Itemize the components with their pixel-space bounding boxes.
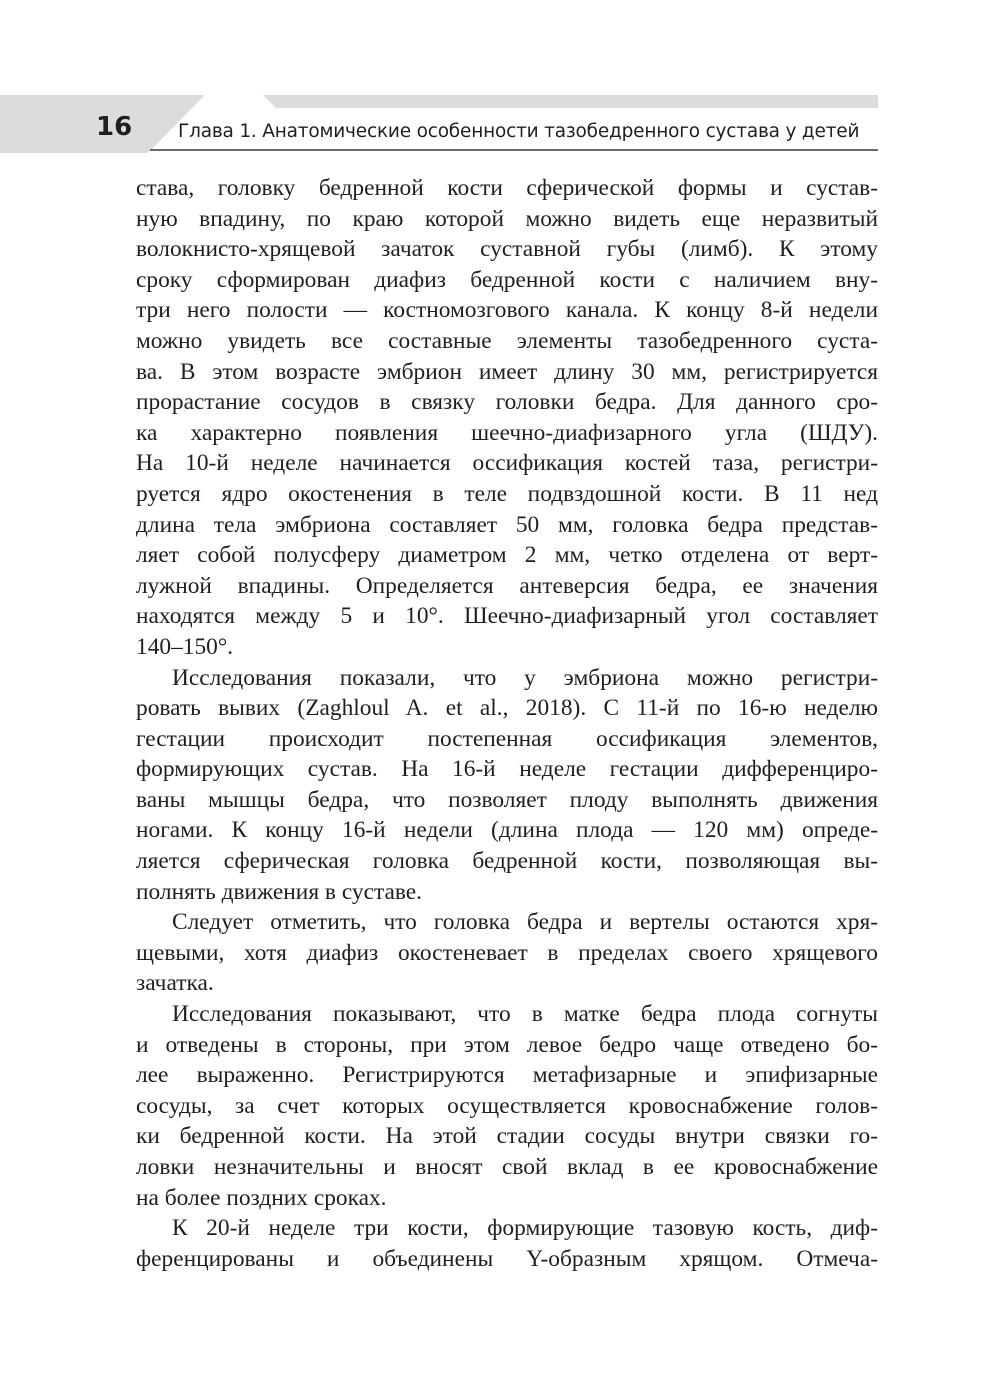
text-line: 140–150°. bbox=[136, 633, 234, 660]
text-line: ляется сферическая головка бедренной кости, позволяющая вы- bbox=[136, 848, 878, 875]
paragraph bbox=[136, 999, 878, 1213]
paragraph bbox=[136, 663, 878, 908]
text-line: щевыми, хотя диафиз окостеневает в пределах своего хрящевого bbox=[136, 939, 878, 966]
paragraph bbox=[136, 907, 878, 999]
text-line: ляет собой полусферу диаметром 2 мм, четко отделена от верт- bbox=[136, 542, 878, 569]
text-line: На 10-й неделе начинается оссификация костей таза, регистри- bbox=[136, 450, 878, 477]
text-line: ки бедренной кости. На этой стадии сосуды внутри связки го- bbox=[136, 1123, 878, 1150]
text-line: лужной впадины. Определяется антеверсия бедра, ее значения bbox=[136, 572, 878, 599]
text-line: ка характерно появления шеечно-диафизарного угла (ШДУ). bbox=[136, 419, 878, 446]
text-line: ваны мышцы бедра, что позволяет плоду выполнять движения bbox=[136, 786, 878, 813]
text-line: ровать вывих (Zaghloul A. et al., 2018). С 11-й по 16-ю неделю bbox=[136, 695, 878, 722]
text-line: ва. В этом возрасте эмбрион имеет длину 30 мм, регистрируется bbox=[136, 358, 878, 385]
text-line: прорастание сосудов в связку головки бедра. Для данного сро- bbox=[136, 389, 878, 416]
header-divider bbox=[150, 149, 878, 151]
text-line: формирующих сустав. На 16-й неделе гестации дифференциро- bbox=[136, 756, 878, 783]
text-line: ногами. К концу 16-й недели (длина плода — 120 мм) опреде- bbox=[136, 817, 878, 844]
text-line: ференцированы и объединены Y-образным хрящом. Отмеча- bbox=[136, 1245, 878, 1272]
text-line: волокнисто-хрящевой зачаток суставной губы (лимб). К этому bbox=[136, 236, 878, 263]
text-line: Следует отметить, что головка бедра и вертелы остаются хря- bbox=[172, 909, 878, 936]
text-line: полнять движения в суставе. bbox=[136, 878, 422, 905]
text-line: сроку сформирован диафиз бедренной кости с наличием вну- bbox=[136, 266, 878, 293]
text-line: Исследования показывают, что в матке бедра плода согнуты bbox=[172, 1001, 878, 1028]
text-line: К 20-й неделе три кости, формирующие тазовую кость, диф- bbox=[172, 1215, 878, 1242]
text-line: и отведены в стороны, при этом левое бедро чаще отведено бо- bbox=[136, 1031, 878, 1058]
text-line: руется ядро окостенения в теле подвздошной кости. В 11 нед bbox=[136, 480, 878, 507]
text-line: на более поздних сроках. bbox=[136, 1184, 387, 1211]
text-line: сосуды, за счет которых осуществляется кровоснабжение голов- bbox=[136, 1092, 878, 1119]
text-line: три него полости — костномозгового канала. К концу 8-й недели bbox=[136, 297, 878, 324]
text-line: ловки незначительны и вносят свой вклад в ее кровоснабжение bbox=[136, 1154, 878, 1180]
text-line: можно увидеть все составные элементы тазобедренного суста- bbox=[136, 327, 878, 354]
paragraph bbox=[136, 173, 878, 663]
text-line: става, головку бедренной кости сферической формы и сустав- bbox=[136, 175, 878, 201]
text-line: длина тела эмбриона составляет 50 мм, головка бедра представ- bbox=[136, 511, 878, 538]
body-text bbox=[136, 173, 878, 1274]
page-number: 16 bbox=[96, 112, 133, 142]
text-line: зачатка. bbox=[136, 970, 214, 997]
text-line: гестации происходит постепенная оссификация элементов, bbox=[136, 725, 878, 752]
text-line: лее выраженно. Регистрируются метафизарные и эпифизарные bbox=[136, 1062, 878, 1089]
paragraph bbox=[136, 1213, 878, 1274]
running-head-title: Глава 1. Анатомические особенности тазобедренного сустава у детей bbox=[178, 121, 860, 142]
text-line: находятся между 5 и 10°. Шеечно-диафизарный угол составляет bbox=[136, 603, 878, 630]
text-line: ную впадину, по краю которой можно видеть еще неразвитый bbox=[136, 205, 878, 232]
text-line: Исследования показали, что у эмбриона можно регистри- bbox=[172, 664, 878, 691]
